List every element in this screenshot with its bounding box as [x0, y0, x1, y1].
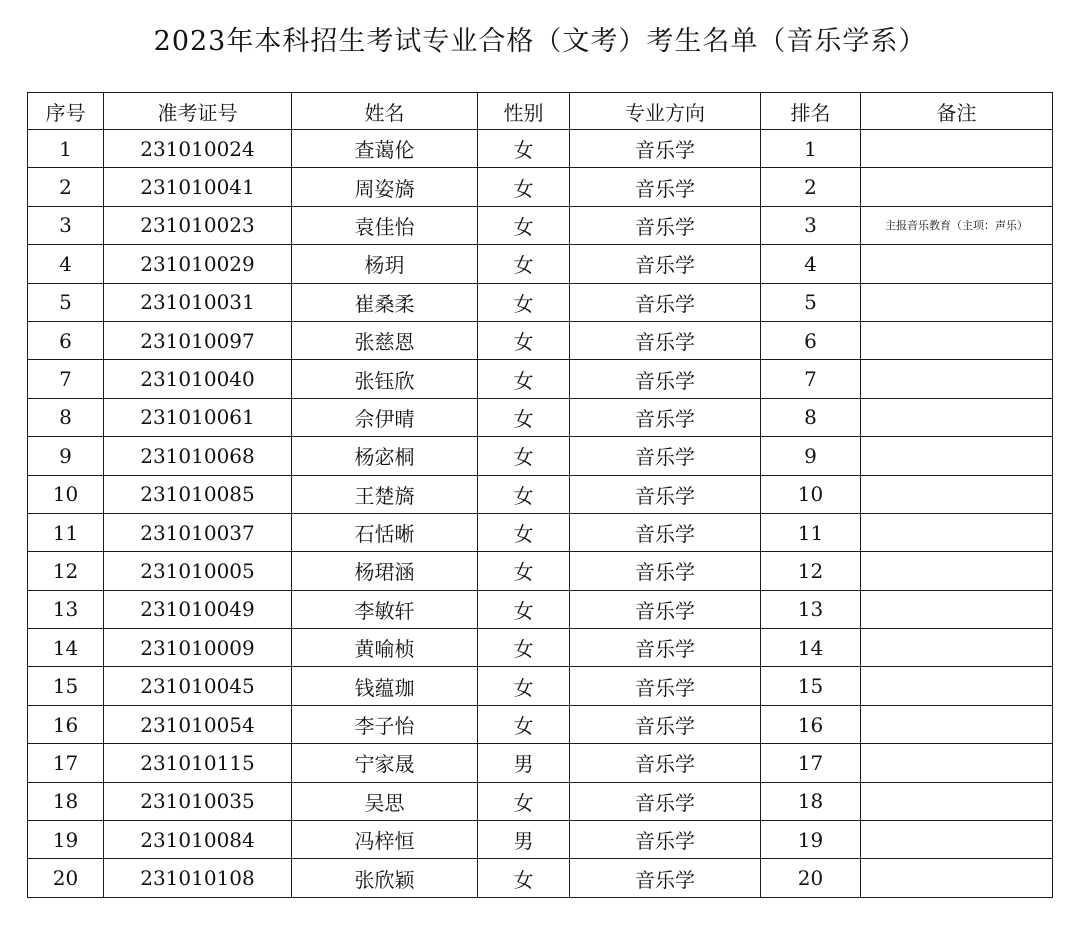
cell-name: 杨玥: [292, 245, 478, 283]
cell-seq: 2: [28, 168, 104, 206]
cell-gender: 女: [478, 667, 570, 705]
cell-exam-id: 231010049: [104, 590, 292, 628]
cell-exam-id: 231010024: [104, 130, 292, 168]
cell-name: 石恬晰: [292, 513, 478, 551]
cell-note: [861, 321, 1053, 359]
column-header-rank: 排名: [761, 93, 861, 130]
table-row: [28, 590, 1053, 628]
cell-note: [861, 245, 1053, 283]
cell-note: [861, 398, 1053, 436]
cell-rank: 9: [761, 437, 861, 475]
cell-major: 音乐学: [570, 782, 761, 820]
cell-exam-id: 231010029: [104, 245, 292, 283]
cell-exam-id: 231010085: [104, 475, 292, 513]
table-row: [28, 821, 1053, 859]
cell-gender: 女: [478, 398, 570, 436]
cell-name: 黄喻桢: [292, 629, 478, 667]
cell-seq: 1: [28, 130, 104, 168]
table-row: [28, 552, 1053, 590]
cell-exam-id: 231010054: [104, 705, 292, 743]
cell-major: 音乐学: [570, 705, 761, 743]
cell-rank: 2: [761, 168, 861, 206]
cell-rank: 18: [761, 782, 861, 820]
cell-gender: 女: [478, 245, 570, 283]
cell-note: [861, 821, 1053, 859]
cell-name: 李子怡: [292, 705, 478, 743]
cell-gender: 女: [478, 283, 570, 321]
cell-exam-id: 231010031: [104, 283, 292, 321]
cell-major: 音乐学: [570, 206, 761, 244]
column-header-seq: 序号: [28, 93, 104, 130]
cell-seq: 12: [28, 552, 104, 590]
cell-note: [861, 437, 1053, 475]
table-row: [28, 398, 1053, 436]
cell-seq: 19: [28, 821, 104, 859]
cell-seq: 6: [28, 321, 104, 359]
cell-gender: 女: [478, 629, 570, 667]
cell-rank: 13: [761, 590, 861, 628]
cell-major: 音乐学: [570, 283, 761, 321]
cell-seq: 8: [28, 398, 104, 436]
table-row: [28, 168, 1053, 206]
table-row: [28, 475, 1053, 513]
table-row: [28, 321, 1053, 359]
cell-name: 吴思: [292, 782, 478, 820]
table-row: [28, 667, 1053, 705]
cell-seq: 16: [28, 705, 104, 743]
table-row: [28, 513, 1053, 551]
table-row: [28, 782, 1053, 820]
cell-note: [861, 782, 1053, 820]
cell-major: 音乐学: [570, 130, 761, 168]
cell-exam-id: 231010023: [104, 206, 292, 244]
cell-rank: 19: [761, 821, 861, 859]
cell-exam-id: 231010041: [104, 168, 292, 206]
cell-rank: 5: [761, 283, 861, 321]
cell-name: 张慈恩: [292, 321, 478, 359]
cell-major: 音乐学: [570, 629, 761, 667]
cell-gender: 女: [478, 859, 570, 897]
cell-seq: 13: [28, 590, 104, 628]
cell-major: 音乐学: [570, 667, 761, 705]
cell-major: 音乐学: [570, 398, 761, 436]
cell-note: [861, 130, 1053, 168]
cell-rank: 17: [761, 744, 861, 782]
cell-name: 袁佳怡: [292, 206, 478, 244]
cell-seq: 18: [28, 782, 104, 820]
cell-note: [861, 705, 1053, 743]
cell-major: 音乐学: [570, 321, 761, 359]
cell-rank: 14: [761, 629, 861, 667]
cell-rank: 1: [761, 130, 861, 168]
cell-seq: 3: [28, 206, 104, 244]
cell-name: 周姿旖: [292, 168, 478, 206]
cell-name: 冯梓恒: [292, 821, 478, 859]
cell-rank: 12: [761, 552, 861, 590]
cell-major: 音乐学: [570, 360, 761, 398]
cell-name: 李敏轩: [292, 590, 478, 628]
cell-major: 音乐学: [570, 437, 761, 475]
table-row: [28, 705, 1053, 743]
cell-note: [861, 590, 1053, 628]
cell-major: 音乐学: [570, 821, 761, 859]
cell-seq: 7: [28, 360, 104, 398]
cell-name: 杨珺涵: [292, 552, 478, 590]
candidate-table: [27, 92, 1053, 898]
cell-exam-id: 231010068: [104, 437, 292, 475]
table-header-row: [28, 93, 1053, 130]
cell-seq: 10: [28, 475, 104, 513]
cell-seq: 11: [28, 513, 104, 551]
cell-rank: 10: [761, 475, 861, 513]
cell-rank: 15: [761, 667, 861, 705]
table-row: [28, 859, 1053, 897]
cell-name: 崔桑柔: [292, 283, 478, 321]
cell-exam-id: 231010084: [104, 821, 292, 859]
column-header-gender: 性别: [478, 93, 570, 130]
cell-gender: 女: [478, 321, 570, 359]
cell-major: 音乐学: [570, 513, 761, 551]
cell-gender: 女: [478, 513, 570, 551]
cell-name: 王楚旖: [292, 475, 478, 513]
cell-major: 音乐学: [570, 552, 761, 590]
column-header-major: 专业方向: [570, 93, 761, 130]
cell-exam-id: 231010045: [104, 667, 292, 705]
cell-note: [861, 360, 1053, 398]
cell-name: 佘伊晴: [292, 398, 478, 436]
cell-exam-id: 231010115: [104, 744, 292, 782]
cell-gender: 男: [478, 821, 570, 859]
page-title: 2023年本科招生考试专业合格（文考）考生名单（音乐学系）: [153, 26, 927, 57]
table-row: [28, 744, 1053, 782]
table-row: [28, 130, 1053, 168]
cell-rank: 8: [761, 398, 861, 436]
cell-seq: 20: [28, 859, 104, 897]
cell-seq: 17: [28, 744, 104, 782]
cell-note: [861, 552, 1053, 590]
cell-gender: 女: [478, 130, 570, 168]
cell-seq: 5: [28, 283, 104, 321]
cell-major: 音乐学: [570, 859, 761, 897]
cell-rank: 3: [761, 206, 861, 244]
cell-gender: 女: [478, 705, 570, 743]
cell-major: 音乐学: [570, 590, 761, 628]
table-row: [28, 206, 1053, 244]
cell-name: 钱蕴珈: [292, 667, 478, 705]
cell-exam-id: 231010061: [104, 398, 292, 436]
cell-exam-id: 231010108: [104, 859, 292, 897]
cell-exam-id: 231010009: [104, 629, 292, 667]
cell-name: 杨宓桐: [292, 437, 478, 475]
cell-note: [861, 168, 1053, 206]
cell-note: [861, 667, 1053, 705]
cell-rank: 7: [761, 360, 861, 398]
cell-rank: 4: [761, 245, 861, 283]
cell-gender: 男: [478, 744, 570, 782]
table-row: [28, 437, 1053, 475]
cell-major: 音乐学: [570, 475, 761, 513]
cell-gender: 女: [478, 590, 570, 628]
cell-exam-id: 231010005: [104, 552, 292, 590]
cell-exam-id: 231010037: [104, 513, 292, 551]
cell-rank: 16: [761, 705, 861, 743]
cell-gender: 女: [478, 552, 570, 590]
cell-gender: 女: [478, 437, 570, 475]
cell-name: 宁家晟: [292, 744, 478, 782]
cell-major: 音乐学: [570, 168, 761, 206]
cell-rank: 20: [761, 859, 861, 897]
cell-name: 查蔼伦: [292, 130, 478, 168]
cell-exam-id: 231010097: [104, 321, 292, 359]
cell-note: [861, 859, 1053, 897]
table-row: [28, 629, 1053, 667]
cell-note: [861, 744, 1053, 782]
cell-seq: 15: [28, 667, 104, 705]
cell-note: [861, 629, 1053, 667]
column-header-name: 姓名: [292, 93, 478, 130]
cell-note: [861, 475, 1053, 513]
cell-seq: 14: [28, 629, 104, 667]
cell-note: [861, 513, 1053, 551]
column-header-note: 备注: [861, 93, 1053, 130]
cell-rank: 11: [761, 513, 861, 551]
cell-note: [861, 283, 1053, 321]
cell-gender: 女: [478, 206, 570, 244]
cell-gender: 女: [478, 475, 570, 513]
cell-major: 音乐学: [570, 245, 761, 283]
cell-name: 张钰欣: [292, 360, 478, 398]
cell-note: 主报音乐教育（主项：声乐）: [861, 206, 1053, 244]
cell-rank: 6: [761, 321, 861, 359]
cell-name: 张欣颖: [292, 859, 478, 897]
cell-gender: 女: [478, 168, 570, 206]
cell-seq: 9: [28, 437, 104, 475]
cell-seq: 4: [28, 245, 104, 283]
cell-exam-id: 231010040: [104, 360, 292, 398]
table-row: [28, 245, 1053, 283]
column-header-exam-id: 准考证号: [104, 93, 292, 130]
cell-gender: 女: [478, 360, 570, 398]
cell-exam-id: 231010035: [104, 782, 292, 820]
cell-gender: 女: [478, 782, 570, 820]
cell-major: 音乐学: [570, 744, 761, 782]
table-row: [28, 283, 1053, 321]
table-row: [28, 360, 1053, 398]
